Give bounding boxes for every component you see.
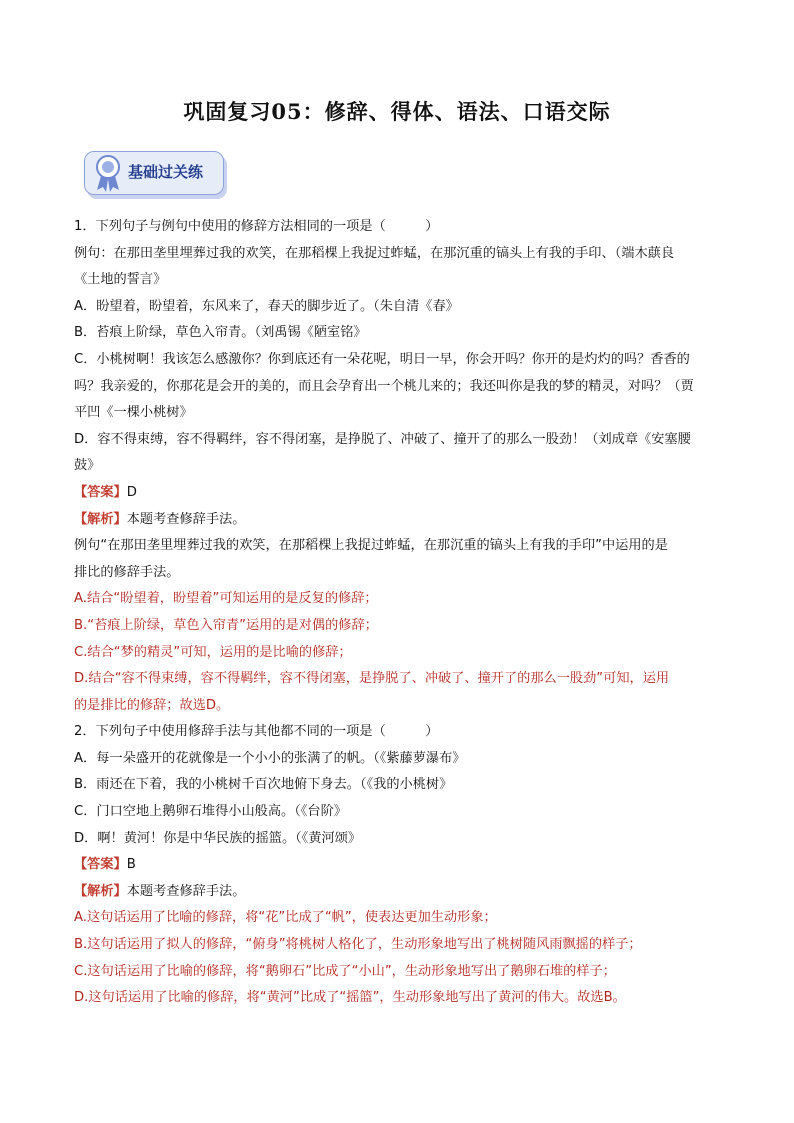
q1-analysis-line: 例句“在那田垄里埋葬过我的欢笑，在那稻棵上我捉过蚱蜢，在那沉重的镐头上有我的手印”中运用的是 <box>74 538 668 554</box>
q2-option-a: A．每一朵盛开的花就像是一个小小的张满了的帆。（《紫藤萝瀑布》 <box>74 750 466 766</box>
medal-icon <box>90 152 126 194</box>
question-content <box>74 214 724 1012</box>
q1-option-a: A．盼望着，盼望着，东风来了，春天的脚步近了。（朱自清《春》 <box>74 298 459 314</box>
answer-value: B <box>126 857 136 873</box>
analysis-tag: 【解析】 <box>74 883 127 899</box>
page-title: 巩固复习05：修辞、得体、语法、口语交际 <box>183 99 611 124</box>
q1-analysis-d: 的是排比的修辞；故选D。 <box>74 697 230 713</box>
analysis-intro: 本题考查修辞手法。 <box>126 883 246 899</box>
q1-example-line: 《土地的誓言》 <box>74 272 167 288</box>
answer-tag: 【答案】 <box>74 484 127 500</box>
q1-stem: 1．下列句子与例句中使用的修辞方法相同的一项是（ ） <box>74 219 439 234</box>
q2-analysis-d: D.这句话运用了比喻的修辞，将“黄河”比成了“摇篮”，生动形象地写出了黄河的伟大。故选B。 <box>74 990 626 1006</box>
q1-analysis <box>74 507 724 534</box>
banner-label: 基础过关练 <box>128 163 204 181</box>
q1-answer <box>74 480 724 507</box>
q1-analysis-d: D.结合“容不得束缚，容不得羁绊，容不得闭塞，是挣脱了、冲破了、撞开了的那么一股劲”可知，运用 <box>74 671 670 687</box>
q1-option-c: 吗？我亲爱的，你那花是会开的美的，而且会孕育出一个桃儿来的；我还叫你是我的梦的精灵，对吗？（贾 <box>74 378 694 394</box>
q2-answer <box>74 852 724 879</box>
answer-value: D <box>126 484 137 500</box>
answer-tag: 【答案】 <box>74 857 127 873</box>
q1-analysis-b: B.“苔痕上阶绿，草色入帘青”运用的是对偶的修辞； <box>74 617 378 633</box>
analysis-intro: 本题考查修辞手法。 <box>126 511 246 527</box>
q1-option-b: B．苔痕上阶绿，草色入帘青。（刘禹锡《陋室铭》 <box>74 325 367 341</box>
q1-option-c: 平凹《一棵小桃树》 <box>74 405 193 421</box>
q1-option-c: C．小桃树啊！我该怎么感激你？你到底还有一朵花呢，明日一早，你会开吗？你开的是灼灼的吗？香香的 <box>74 351 690 367</box>
q2-option-b: B．雨还在下着，我的小桃树千百次地俯下身去。（《我的小桃树》 <box>74 777 453 793</box>
q1-option-d: 鼓》 <box>74 458 101 474</box>
q1-option-d: D．容不得束缚，容不得羁绊，容不得闭塞，是挣脱了、冲破了、撞开了的那么一股劲！（刘成章《安塞腰 <box>74 431 691 447</box>
q2-option-c: C．门口空地上鹅卵石堆得小山般高。（《台阶》 <box>74 804 347 820</box>
q2-stem: 2．下列句子中使用修辞手法与其他都不同的一项是（ ） <box>74 724 439 740</box>
q2-analysis <box>74 879 724 906</box>
q2-analysis-b: B.这句话运用了拟人的修辞，“俯身”将桃树人格化了，生动形象地写出了桃树随风雨飘摇的样子； <box>74 937 642 953</box>
section-banner <box>80 148 226 200</box>
q2-analysis-c: C.这句话运用了比喻的修辞，将“鹅卵石”比成了“小山”，生动形象地写出了鹅卵石堆的样子； <box>74 963 616 979</box>
q2-analysis-a: A.这句话运用了比喻的修辞，将“花”比成了“帆”，使表达更加生动形象； <box>74 910 497 926</box>
q1-analysis-line: 排比的修辞手法。 <box>74 564 180 580</box>
q1-example-line: 例句：在那田垄里埋葬过我的欢笑，在那稻棵上我捉过蚱蜢，在那沉重的镐头上有我的手印、（端木蕻良 <box>74 245 675 261</box>
analysis-tag: 【解析】 <box>74 511 127 527</box>
q1-analysis-a: A.结合“盼望着，盼望着”可知运用的是反复的修辞； <box>74 591 378 607</box>
q1-analysis-c: C.结合“梦的精灵”可知，运用的是比喻的修辞； <box>74 644 352 660</box>
q2-option-d: D．啊！黄河！你是中华民族的摇篮。（《黄河颂》 <box>74 830 362 846</box>
